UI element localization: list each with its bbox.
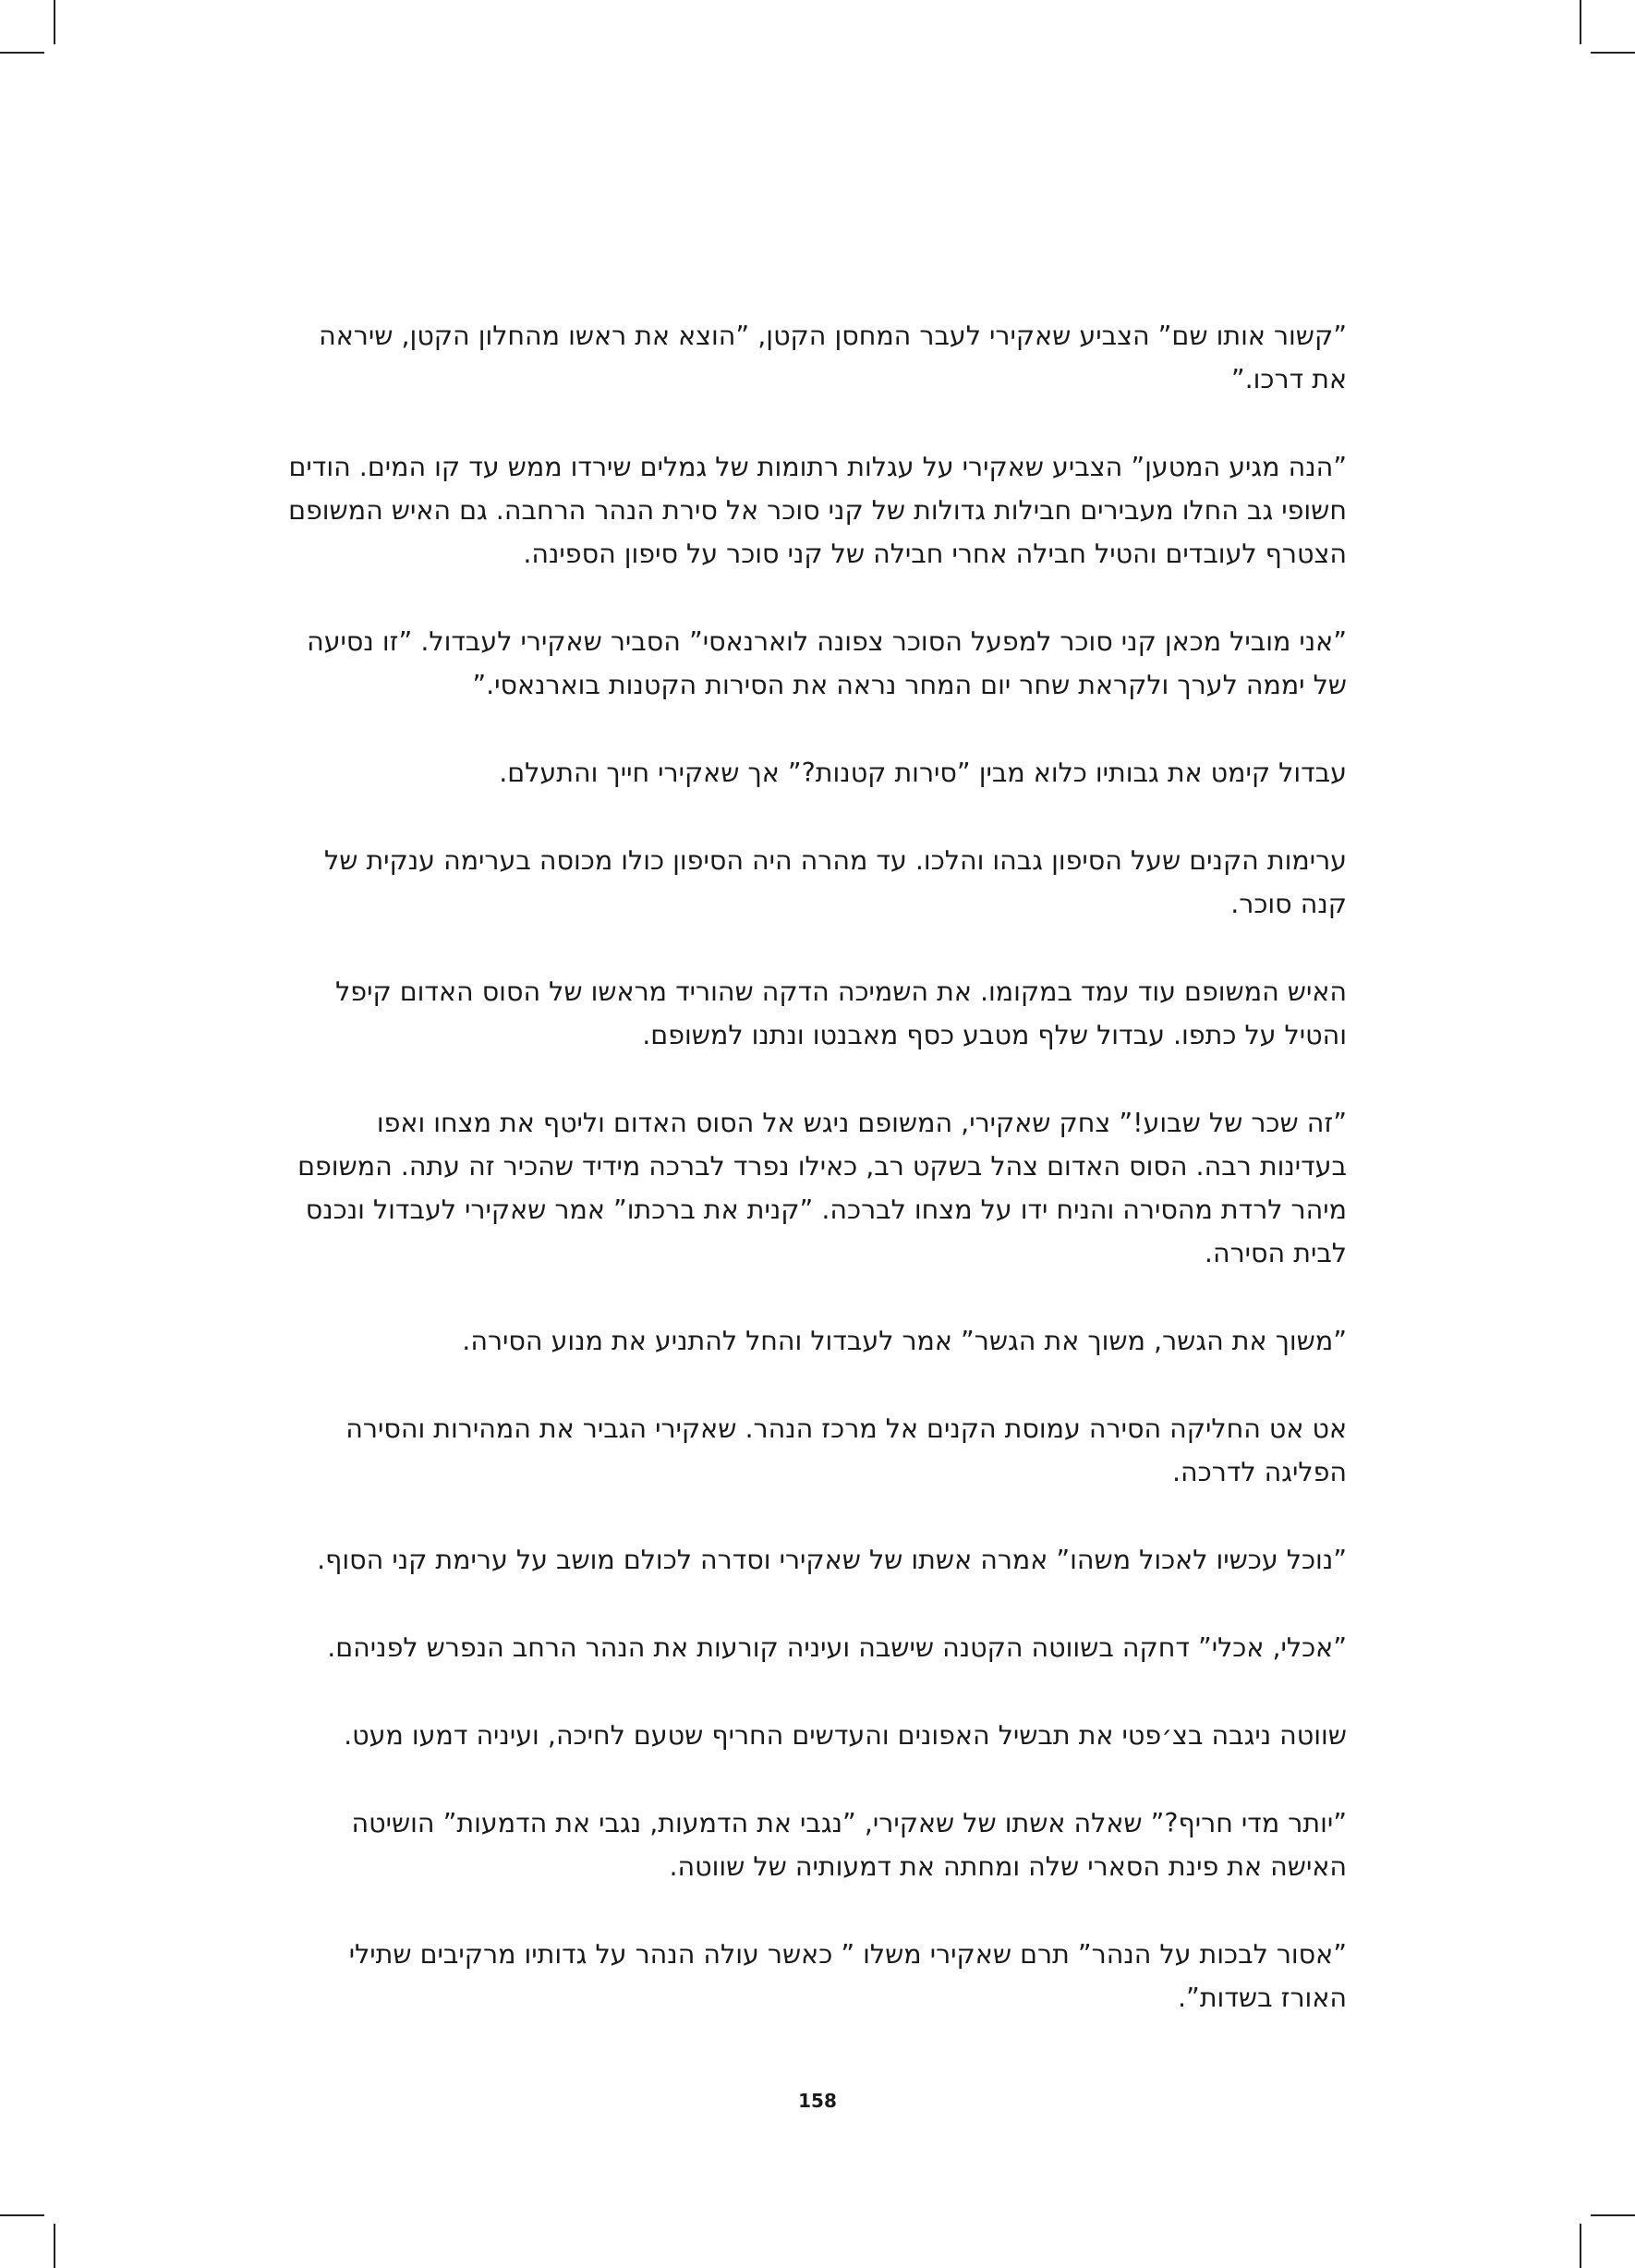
- paragraph: ”אני מוביל מכאן קני סוכר למפעל הסוכר צפונה לוארנאסי” הסביר שאקירי לעבדול. ”זו נסיעה של יממה לערך ולקראת שחר יום המחר נראה את הסירות הקטנות בוארנאסי.”: [307, 626, 1347, 700]
- paragraph: ”נוכל עכשיו לאכול משהו” אמרה אשתו של שאקירי וסדרה לכולם מושב על ערימת קני הסוף.: [317, 1545, 1347, 1575]
- crop-mark-bottom-right-vertical: [1580, 2224, 1581, 2268]
- paragraph: ”יותר מדי חריף?” שאלה אשתו של שאקירי, ”נגבי את הדמעות, נגבי את הדמעות” הושיטה האישה את פינת הסארי שלה ומחתה את דמעותיה של שווטה.: [351, 1808, 1347, 1882]
- crop-mark-bottom-right-horizontal: [1591, 2214, 1635, 2216]
- crop-mark-bottom-left-horizontal: [0, 2214, 44, 2216]
- paragraph: ”אכלי, אכלי” דחקה בשווטה הקטנה שישבה ועיניה קורעות את הנהר הרחב הנפרש לפניהם.: [327, 1632, 1347, 1663]
- crop-mark-top-right-vertical: [1580, 0, 1581, 44]
- paragraph: האיש המשופם עוד עמד במקומו. את השמיכה הדקה שהוריד מראשו של הסוס האדום קיפל והטיל על כתפו. עבדול שלף מטבע כסף מאבנטו ונתנו למשופם.: [335, 976, 1347, 1050]
- paragraph: ”זה שכר של שבוע!” צחק שאקירי, המשופם ניגש אל הסוס האדום וליטף את מצחו ואפו בעדינות רבה. הסוס האדום צהל בשקט רב, כאילו נפרד לברכה מידיד שהכיר זה עתה. המשופם מיהר לרדת מהסירה והניח ידו על מצחו לברכה. ”קנית את ברכתו” אמר שאקירי לעבדול ונכנס לבית הסירה.: [297, 1108, 1347, 1268]
- paragraph: אט אט החליקה הסירה עמוסת הקנים אל מרכז הנהר. שאקירי הגביר את המהירות והסירה הפליגה לדרכה.: [345, 1413, 1347, 1487]
- paragraph: ”משוך את הגשר, משוך את הגשר” אמר לעבדול והחל להתניע את מנוע הסירה.: [462, 1326, 1347, 1356]
- paragraph: עבדול קימט את גבותיו כלוא מבין ”סירות קטנות?” אך שאקירי חייך והתעלם.: [499, 758, 1347, 788]
- page-body-text: [285, 314, 1347, 2019]
- page-number: 158: [798, 2090, 837, 2112]
- paragraph: ערימות הקנים שעל הסיפון גבהו והלכו. עד מהרה היה הסיפון כולו מכוסה בערימה ענקית של קנה סוכר.: [324, 845, 1347, 919]
- crop-mark-bottom-left-vertical: [54, 2224, 55, 2268]
- crop-mark-top-right-horizontal: [1591, 52, 1635, 54]
- paragraph: ”אסור לבכות על הנהר” תרם שאקירי משלו ” כאשר עולה הנהר על גדותיו מרקיבים שתילי האורז בשדות”.: [348, 1939, 1347, 2013]
- paragraph: ”קשור אותו שם” הצביע שאקירי לעבר המחסן הקטן, ”הוצא את ראשו מהחלון הקטן, שיראה את דרכו.”: [319, 321, 1347, 394]
- paragraph: שווטה ניגבה בצ׳פטי את תבשיל האפונים והעדשים החריף שטעם לחיכה, ועיניה דמעו מעט.: [344, 1720, 1347, 1751]
- paragraph: ”הנה מגיע המטען” הצביע שאקירי על עגלות רתומות של גמלים שירדו ממש עד קו המים. הודים חשופי גב החלו מעבירים חבילות גדולות של קני סוכר אל סירת הנהר הרחבה. גם האיש המשופם הצטרף לעובדים והטיל חבילה אחרי חבילה של קני סוכר על סיפון הספינה.: [288, 452, 1347, 569]
- crop-mark-top-left-horizontal: [0, 52, 44, 54]
- crop-mark-top-left-vertical: [54, 0, 55, 44]
